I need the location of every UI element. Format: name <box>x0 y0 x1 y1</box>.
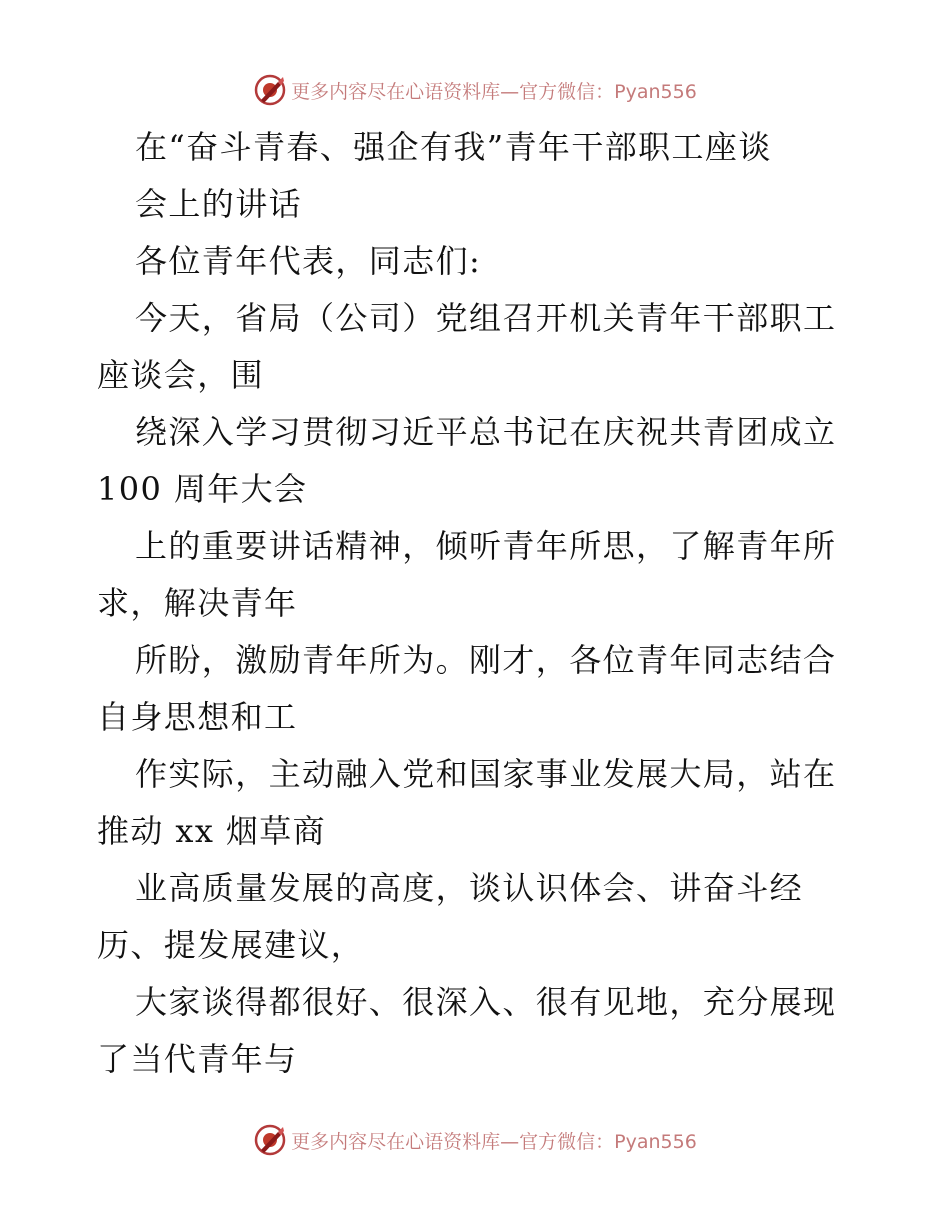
text-line: 座谈会，围 <box>97 356 265 394</box>
text-line: 所盼，激励青年所为。刚才，各位青年同志结合 <box>135 641 837 679</box>
text-line: 100 周年大会 <box>97 470 308 508</box>
text-line: 大家谈得都很好、很深入、很有见地，充分展现 <box>135 983 837 1021</box>
footer-watermark-text: 更多内容尽在心语资料库—官方微信：Pyan556 <box>291 1130 697 1153</box>
document-body <box>97 119 857 1088</box>
header-watermark-banner <box>0 70 950 110</box>
text-line: 历、提发展建议， <box>97 926 365 964</box>
text-line: 上的重要讲话精神，倾听青年所思，了解青年所 <box>135 527 837 565</box>
text-line: 了当代青年与 <box>97 1040 298 1078</box>
text-line: 在“奋斗青春、强企有我”青年干部职工座谈 <box>135 128 772 166</box>
text-line: 自身思想和工 <box>97 698 298 736</box>
text-line: 推动 xx 烟草商 <box>97 812 327 850</box>
footer-watermark-banner <box>0 1120 950 1160</box>
text-line: 各位青年代表，同志们: <box>135 242 482 280</box>
text-line: 求，解决青年 <box>97 584 298 622</box>
text-line: 绕深入学习贯彻习近平总书记在庆祝共青团成立 <box>135 413 837 451</box>
pen-logo-icon <box>253 1123 287 1157</box>
header-watermark-text: 更多内容尽在心语资料库—官方微信：Pyan556 <box>291 80 697 103</box>
text-line: 今天，省局（公司）党组召开机关青年干部职工 <box>135 299 837 337</box>
text-line: 会上的讲话 <box>135 185 303 223</box>
pen-logo-icon <box>253 73 287 107</box>
text-line: 作实际，主动融入党和国家事业发展大局，站在 <box>135 755 837 793</box>
text-line: 业高质量发展的高度，谈认识体会、讲奋斗经 <box>135 869 804 907</box>
